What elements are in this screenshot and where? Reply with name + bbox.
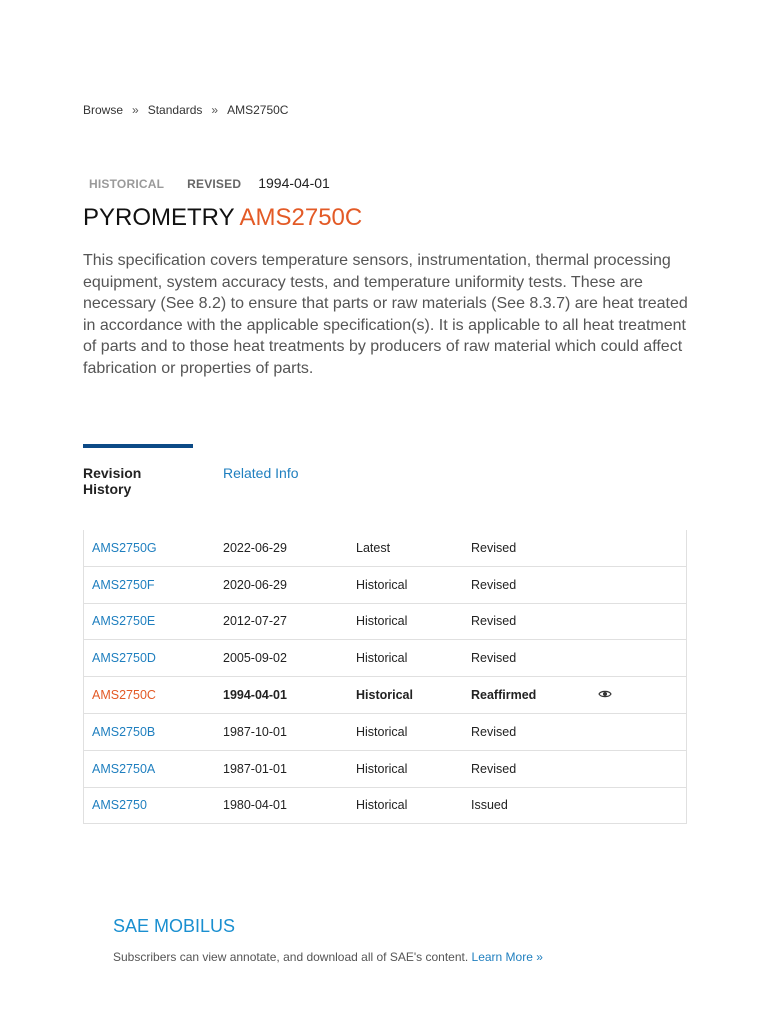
cell-action: Revised — [471, 540, 517, 555]
table-row — [84, 713, 686, 750]
doc-link[interactable]: AMS2750D — [92, 651, 156, 666]
cell-doc — [84, 798, 223, 812]
doc-link[interactable]: AMS2750G — [92, 540, 157, 555]
doc-link[interactable]: AMS2750 — [92, 798, 147, 813]
cell-status: Historical — [356, 724, 408, 739]
cell-date: 2012-07-27 — [223, 614, 287, 629]
cell-action: Revised — [471, 724, 517, 739]
doc-link[interactable]: AMS2750E — [92, 614, 156, 629]
doc-link[interactable]: AMS2750F — [92, 577, 155, 592]
cell-status: Historical — [356, 798, 408, 813]
page-title — [83, 204, 362, 232]
doc-link[interactable]: AMS2750C — [92, 688, 156, 703]
tab-related-info[interactable]: Related Info — [223, 465, 299, 481]
cell-date: 1980-04-01 — [223, 798, 287, 813]
cell-status: Historical — [356, 688, 413, 703]
cell-action: Revised — [471, 577, 517, 592]
breadcrumb-browse[interactable]: Browse — [83, 103, 124, 117]
cell-doc — [84, 541, 223, 555]
cell-date: 2022-06-29 — [223, 540, 287, 555]
cell-doc — [84, 614, 223, 628]
table-row — [84, 530, 686, 566]
cell-action: Issued — [471, 798, 508, 813]
table-row — [84, 603, 686, 640]
status-label: HISTORICAL — [89, 177, 165, 191]
cell-date: 2005-09-02 — [223, 651, 287, 666]
cell-doc — [84, 578, 223, 592]
cell-status: Historical — [356, 761, 408, 776]
table-row — [84, 750, 686, 787]
cell-status: Historical — [356, 577, 408, 592]
cell-date: 1994-04-01 — [223, 688, 287, 703]
doc-link[interactable]: AMS2750B — [92, 724, 156, 739]
mobilus-description — [113, 950, 543, 964]
tab-bar — [83, 444, 299, 497]
cell-status: Historical — [356, 651, 408, 666]
cell-action: Revised — [471, 614, 517, 629]
table-row — [84, 639, 686, 676]
learn-more-link[interactable]: Learn More » — [471, 950, 543, 964]
eye-icon[interactable] — [598, 688, 612, 702]
action-label: REVISED — [187, 177, 242, 191]
breadcrumb-separator: » — [211, 103, 219, 117]
cell-date: 2020-06-29 — [223, 577, 287, 592]
cell-doc — [84, 725, 223, 739]
cell-doc — [84, 688, 223, 702]
table-row — [84, 787, 686, 824]
table-row — [84, 566, 686, 603]
mobilus-title: SAE MOBILUS — [113, 916, 236, 936]
revision-date: 1994-04-01 — [258, 175, 330, 191]
breadcrumb-standards[interactable]: Standards — [147, 103, 203, 117]
cell-doc — [84, 762, 223, 776]
cell-doc — [84, 651, 223, 665]
cell-date: 1987-01-01 — [223, 761, 287, 776]
breadcrumb-separator: » — [132, 103, 139, 117]
cell-date: 1987-10-01 — [223, 724, 287, 739]
table-row — [84, 676, 686, 713]
mobilus-text: Subscribers can view annotate, and download all of SAE's content. — [113, 950, 469, 964]
cell-action: Reaffirmed — [471, 688, 537, 703]
breadcrumb-current: AMS2750C — [227, 103, 289, 117]
document-meta — [89, 175, 330, 191]
revision-history-table — [83, 530, 687, 824]
title-doc-id: AMS2750C — [239, 204, 363, 231]
cell-status: Historical — [356, 614, 408, 629]
tab-revision-history[interactable]: Revision History — [83, 444, 193, 497]
cell-action: Revised — [471, 761, 517, 776]
doc-link[interactable]: AMS2750A — [92, 761, 156, 776]
title-name: PYROMETRY — [83, 204, 235, 231]
breadcrumb — [83, 103, 288, 117]
cell-status: Latest — [356, 540, 391, 555]
cell-icon — [598, 688, 638, 702]
document-description: This specification covers temperature sensors, instrumentation, thermal processing equipment, system accuracy tests, and temperature uniformity tests. These are necessary (See 8.2) to ensure that parts or raw materials (See 8.3.7) are heat treated in accordance with the applicable specification(s). It is applicable to all heat treatment of parts and to those heat treatments by producers of raw material which could affect fabrication or properties of parts. — [83, 252, 688, 377]
cell-action: Revised — [471, 651, 517, 666]
